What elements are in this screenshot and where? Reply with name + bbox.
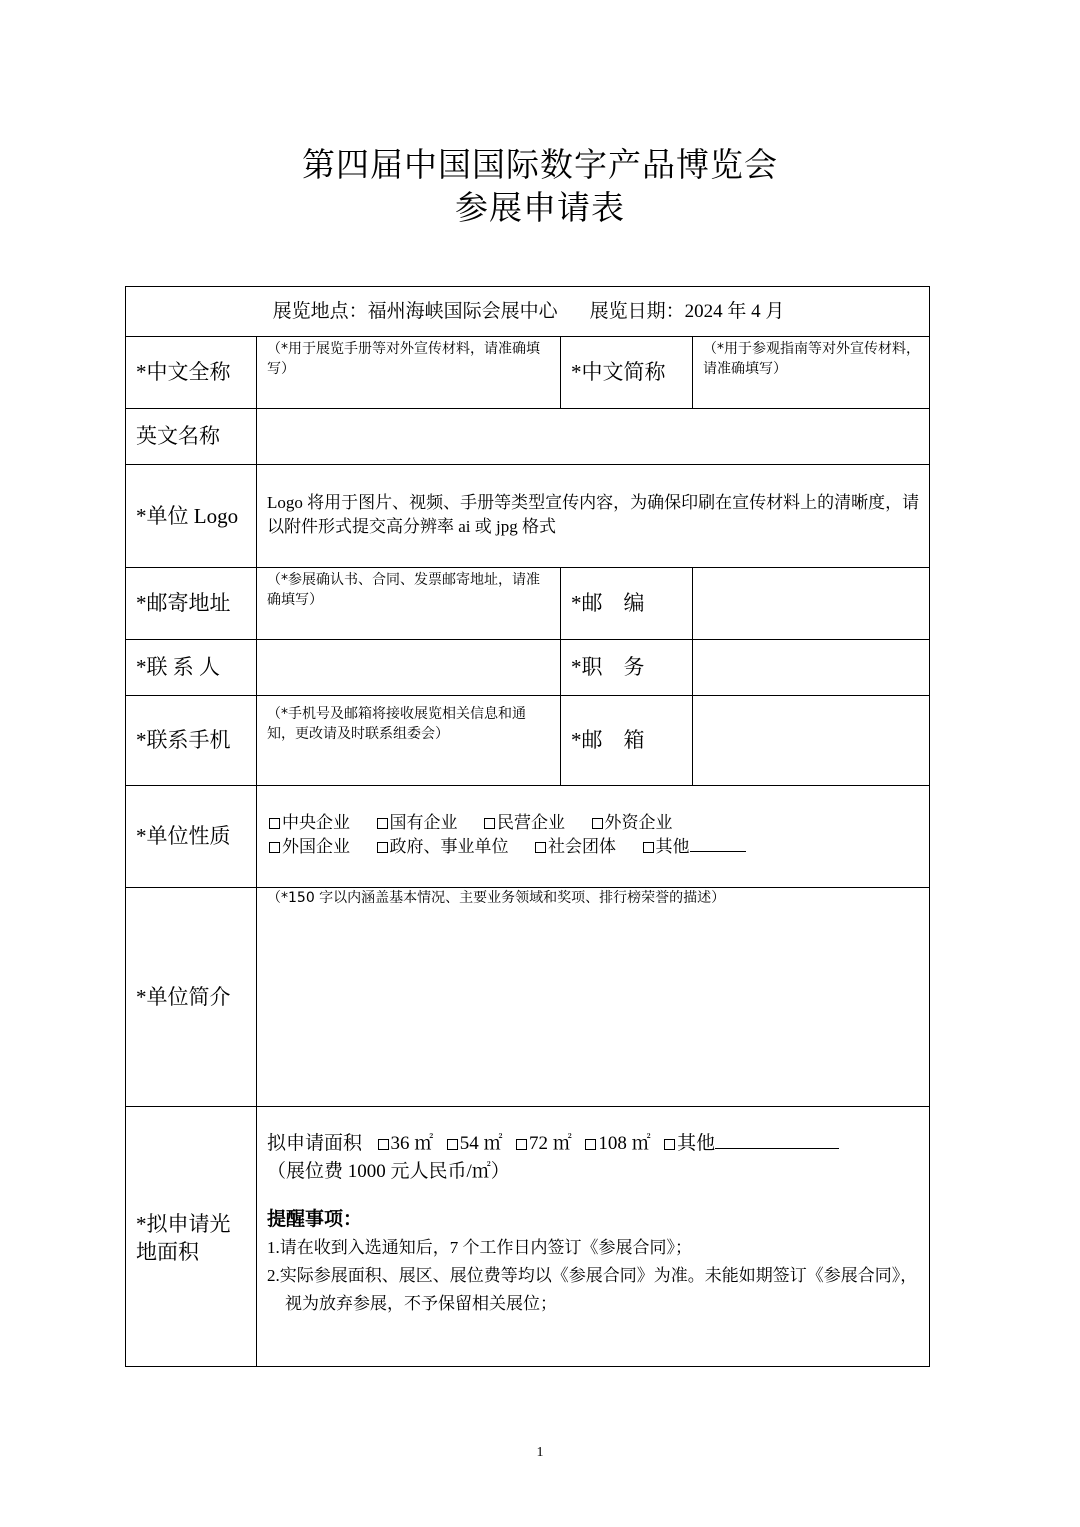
checkbox-icon [535, 842, 546, 853]
nature-options [257, 785, 929, 887]
logo-label: *单位 Logo [136, 503, 239, 528]
email-label: *邮 箱 [571, 728, 645, 752]
mobile-field[interactable] [257, 695, 560, 785]
area-option-54[interactable]: 54 ㎡ [447, 1133, 503, 1154]
checkbox-icon [643, 842, 654, 853]
nature-label: *单位性质 [136, 824, 231, 848]
form-subtitle: 参展申请表 [455, 188, 625, 227]
other-blank-line[interactable] [690, 837, 746, 852]
checkbox-icon [269, 818, 280, 829]
venue-text: 展览地点：福州海峡国际会展中心 [272, 300, 558, 322]
checkbox-icon [447, 1139, 458, 1150]
option-private[interactable]: 民营企业 [484, 813, 565, 832]
option-other[interactable]: 其他 [643, 837, 690, 856]
reminder-title: 提醒事项： [267, 1209, 363, 1230]
area-option-other[interactable]: 其他 [664, 1133, 715, 1154]
option-central-soe[interactable]: 中央企业 [269, 813, 350, 832]
cn-short-name-note: （*用于参观指南等对外宣传材料，请准确填写） [703, 341, 920, 377]
option-foreign-company[interactable]: 外国企业 [269, 837, 350, 856]
contact-label: *联 系 人 [136, 655, 220, 679]
area-option-36[interactable]: 36 ㎡ [378, 1133, 434, 1154]
en-name-label: 英文名称 [136, 424, 220, 448]
page-number: 1 [536, 1445, 544, 1460]
cn-short-name-field[interactable] [693, 336, 929, 408]
cn-short-name-label: *中文简称 [571, 360, 666, 384]
cn-full-name-note: （*用于展览手册等对外宣传材料，请准确填写） [267, 341, 540, 377]
reminder-2: 2.实际参展面积、展区、展位费等均以《参展合同》为准。未能如期签订《参展合同》，视为放弃参展，不予保留相关展位； [267, 1266, 918, 1313]
intro-label: *单位简介 [136, 984, 231, 1009]
postcode-label: *邮 编 [571, 591, 645, 615]
address-field[interactable] [257, 567, 560, 639]
logo-field[interactable] [257, 464, 929, 567]
area-fee: （展位费 1000 元人民币/㎡） [267, 1161, 510, 1182]
checkbox-icon [378, 1139, 389, 1150]
area-field [257, 1106, 929, 1367]
area-prefix: 拟申请面积 [267, 1133, 363, 1154]
cn-full-name-field[interactable] [257, 336, 560, 408]
intro-field[interactable] [257, 887, 929, 1106]
form-title: 第四届中国国际数字产品博览会 [302, 145, 778, 184]
area-option-108[interactable]: 108 ㎡ [585, 1133, 650, 1154]
checkbox-icon [516, 1139, 527, 1150]
option-government[interactable]: 政府、事业单位 [377, 837, 509, 856]
cn-full-name-label: *中文全称 [136, 360, 231, 384]
checkbox-icon [484, 818, 495, 829]
address-note: （*参展确认书、合同、发票邮寄地址，请准确填写） [267, 572, 540, 608]
application-table [125, 286, 930, 1367]
checkbox-icon [269, 842, 280, 853]
date-text: 展览日期：2024 年 4 月 [589, 300, 785, 322]
address-label: *邮寄地址 [136, 591, 231, 615]
area-option-72[interactable]: 72 ㎡ [516, 1133, 572, 1154]
option-social-org[interactable]: 社会团体 [535, 837, 616, 856]
mobile-note: （*手机号及邮箱将接收展览相关信息和通知，更改请及时联系组委会） [267, 706, 526, 742]
contact-field[interactable] [257, 639, 560, 695]
option-state-owned[interactable]: 国有企业 [377, 813, 458, 832]
mobile-label: *联系手机 [136, 728, 231, 752]
reminder-1: 1.请在收到入选通知后，7 个工作日内签订《参展合同》； [267, 1238, 692, 1257]
position-field[interactable] [693, 639, 929, 695]
checkbox-icon [585, 1139, 596, 1150]
venue-date-row [126, 287, 931, 336]
email-field[interactable] [693, 695, 929, 785]
checkbox-icon [664, 1139, 675, 1150]
option-foreign-invested[interactable]: 外资企业 [592, 813, 673, 832]
en-name-field[interactable] [257, 408, 929, 464]
logo-note: Logo 将用于图片、视频、手册等类型宣传内容，为确保印刷在宣传材料上的清晰度，请以附件形式提交高分辨率 ai 或 jpg 格式 [267, 493, 920, 536]
postcode-field[interactable] [693, 567, 929, 639]
intro-note: （*150 字以内涵盖基本情况、主要业务领域和奖项、排行榜荣誉的描述） [267, 890, 726, 906]
area-label: *拟申请光 地面积 [136, 1212, 231, 1264]
checkbox-icon [377, 818, 388, 829]
checkbox-icon [377, 842, 388, 853]
area-other-blank-line[interactable] [715, 1132, 839, 1149]
position-label: *职 务 [571, 655, 645, 679]
checkbox-icon [592, 818, 603, 829]
